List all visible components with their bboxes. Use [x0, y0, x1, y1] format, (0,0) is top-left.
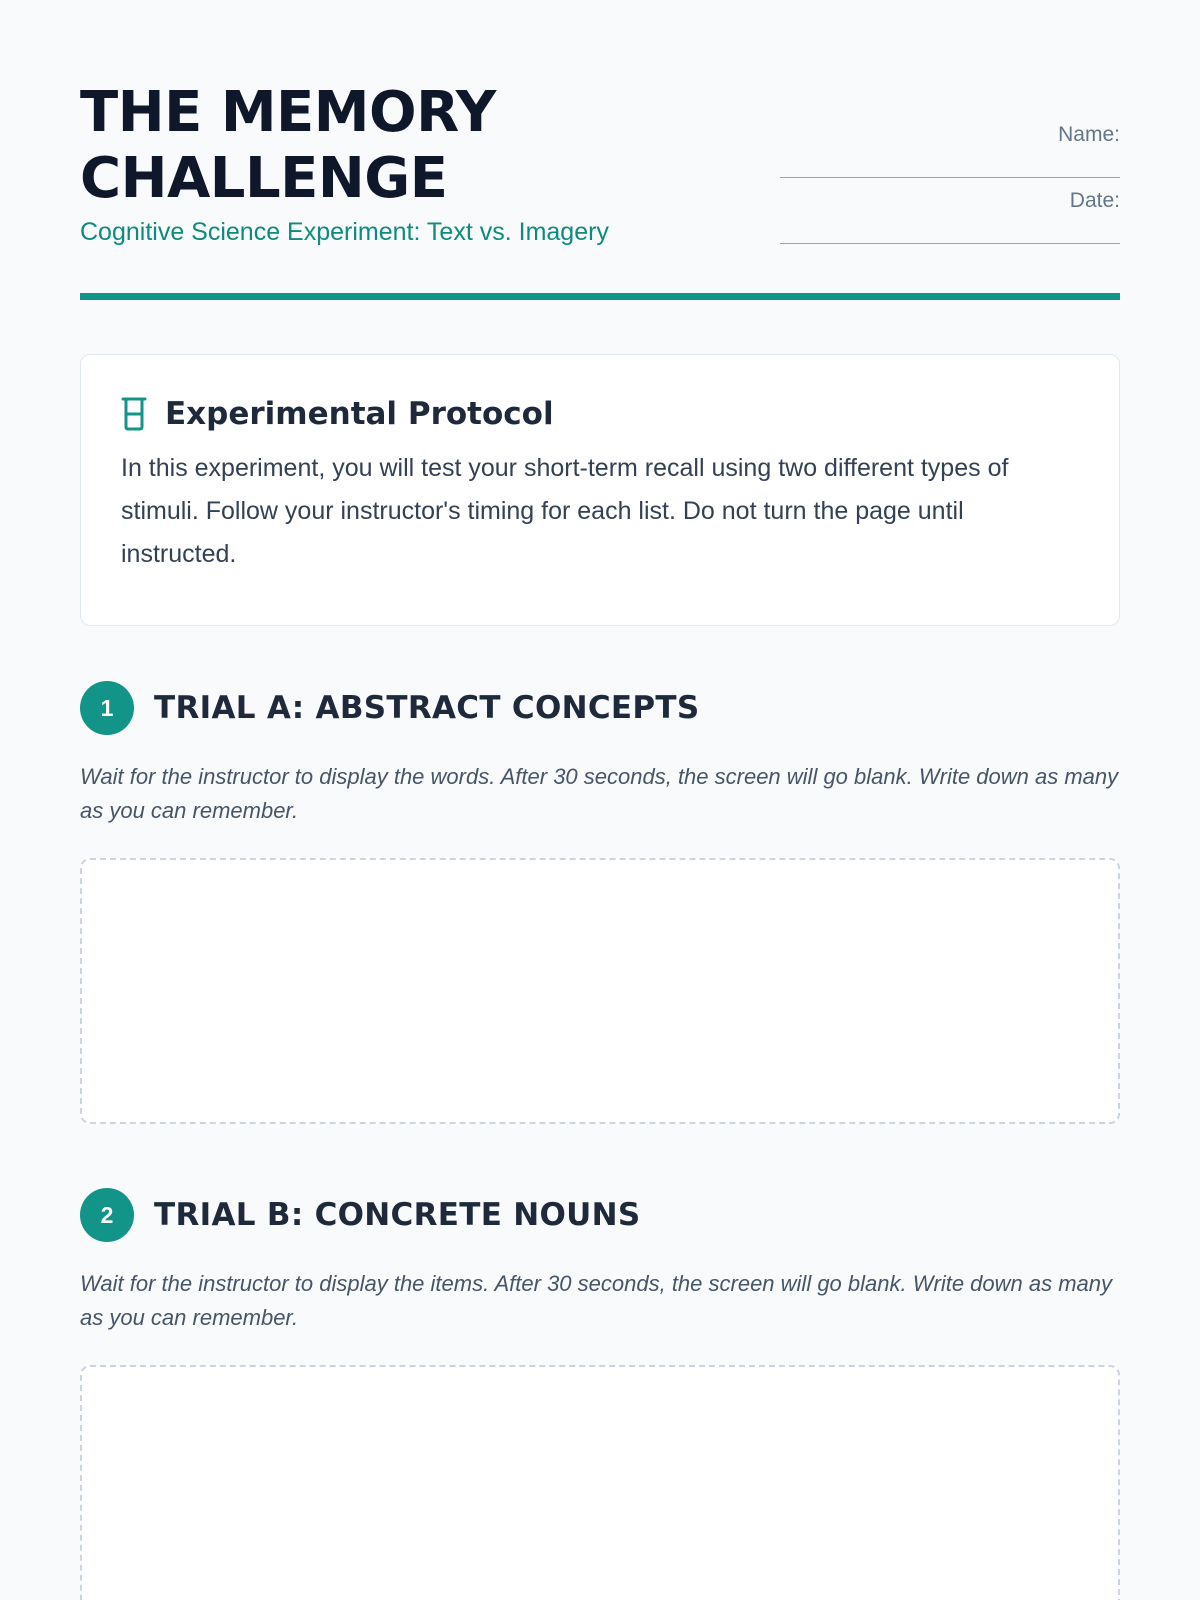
trial-a-section	[80, 680, 1120, 1124]
protocol-title: Experimental Protocol	[165, 396, 554, 432]
protocol-header	[121, 389, 1079, 439]
trial-b-title: TRIAL B: CONCRETE NOUNS	[154, 1197, 641, 1233]
trial-a-instructions: Wait for the instructor to display the words. After 30 seconds, the screen will go blank. Write down as many as you can remember.	[80, 764, 1119, 823]
student-info	[780, 121, 1120, 253]
trial-b-answer-box[interactable]	[80, 1365, 1120, 1600]
page-subtitle: Cognitive Science Experiment: Text vs. Imagery	[80, 218, 609, 246]
date-label: Date:	[1069, 189, 1120, 212]
name-label: Name:	[1058, 123, 1120, 146]
page-title	[80, 80, 720, 212]
date-field[interactable]	[780, 243, 1120, 244]
date-row	[780, 187, 1120, 253]
trial-a-title: TRIAL A: ABSTRACT CONCEPTS	[154, 690, 700, 726]
title-line-1: THE MEMORY	[80, 80, 496, 145]
name-field[interactable]	[780, 177, 1120, 178]
protocol-card	[80, 354, 1120, 626]
trial-b-instructions: Wait for the instructor to display the items. After 30 seconds, the screen will go blank. Write down as many as you can remember.	[80, 1271, 1113, 1330]
name-row	[780, 121, 1120, 187]
header-divider	[80, 293, 1120, 300]
trial-number-badge: 1	[80, 681, 134, 735]
trial-b-header	[80, 1187, 1120, 1243]
trial-a-header	[80, 680, 1120, 736]
worksheet-header	[80, 0, 1120, 300]
beaker-icon	[121, 396, 147, 432]
trial-b-section	[80, 1187, 1120, 1600]
trial-number-badge: 2	[80, 1188, 134, 1242]
protocol-text: In this experiment, you will test your short-term recall using two different types of stimuli. Follow your instructor's timing for each list. Do not turn the page until instructed.	[121, 454, 1009, 568]
trial-a-answer-box[interactable]	[80, 858, 1120, 1124]
title-line-2: CHALLENGE	[80, 146, 448, 211]
